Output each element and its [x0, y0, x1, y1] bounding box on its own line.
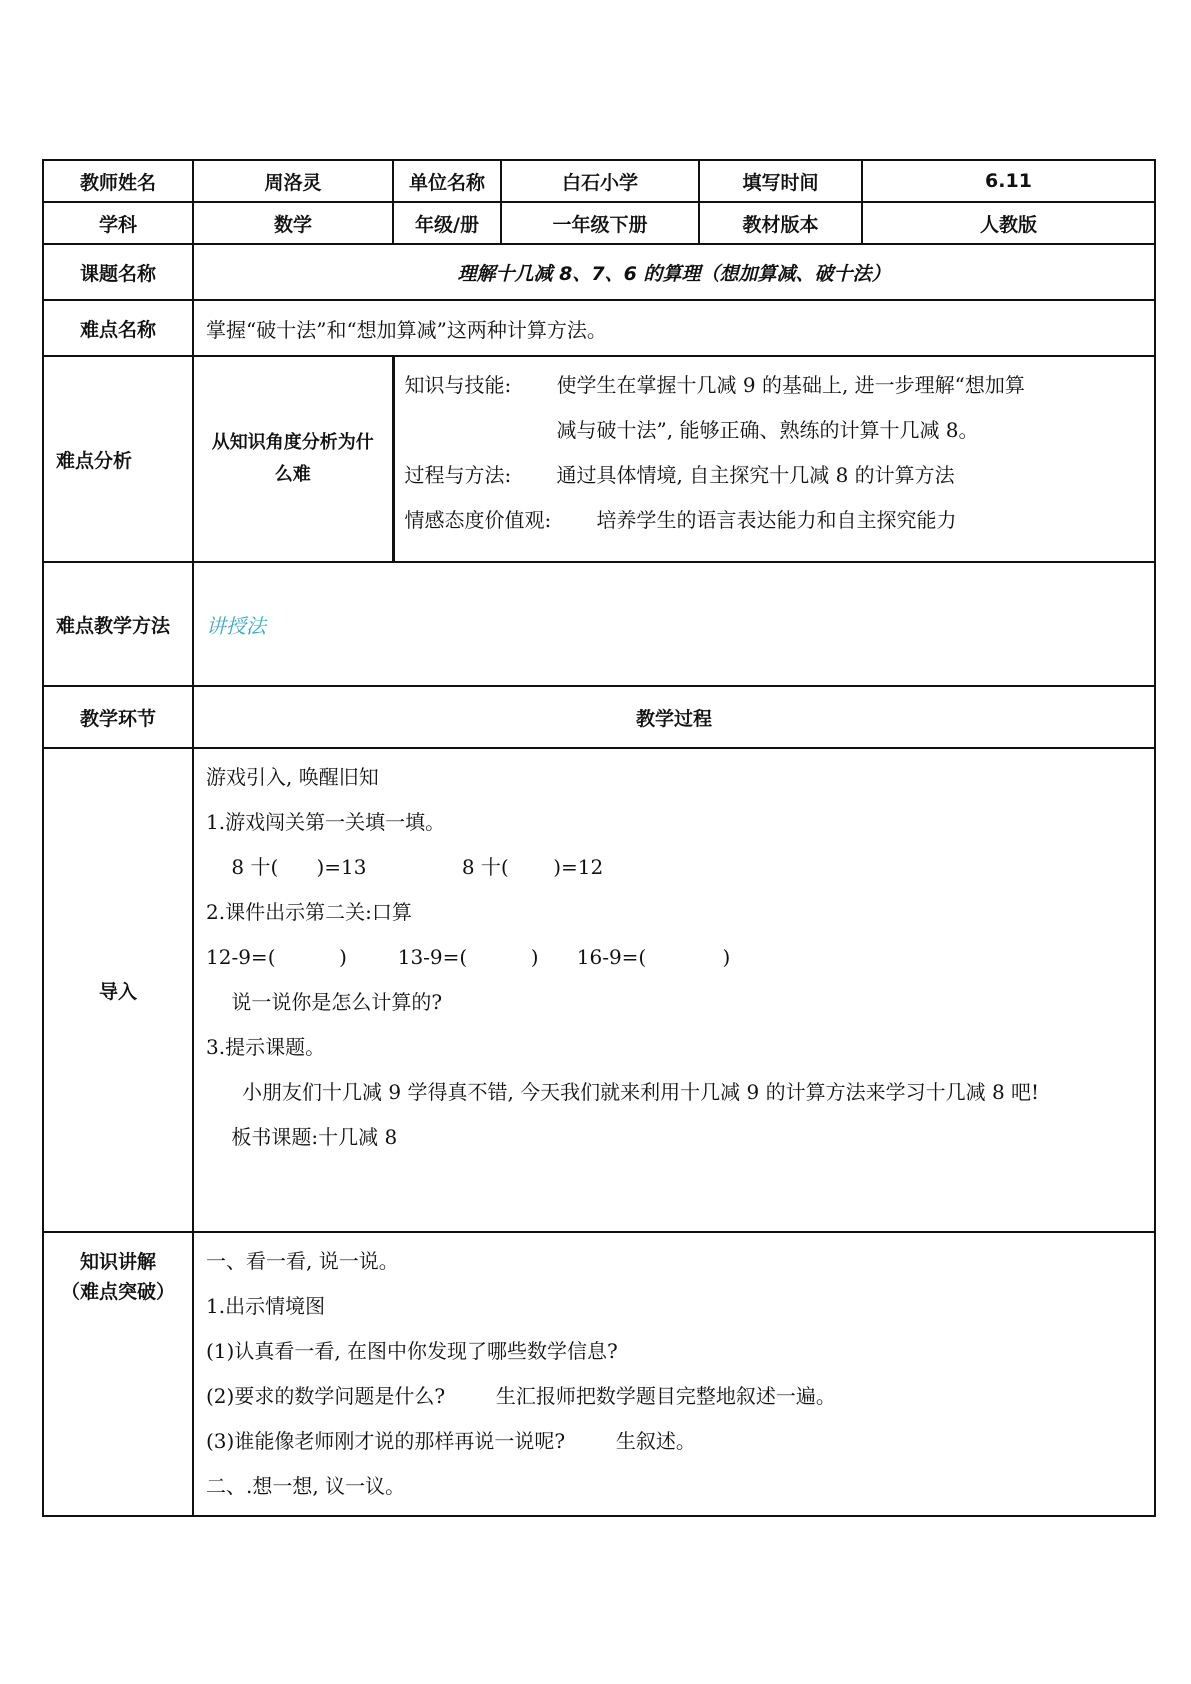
process-header: 教学过程 — [193, 686, 1155, 748]
grade-value: 一年级下册 — [501, 202, 699, 244]
method-row — [43, 562, 1155, 686]
difficulty-row — [43, 300, 1155, 356]
difficulty-label: 难点名称 — [43, 300, 193, 356]
analysis-goals — [393, 356, 1155, 562]
intro-line: 1.游戏闯关第一关填一填。 — [206, 810, 446, 834]
intro-line: 12-9=( ) 13-9=( ) 16-9=( ) — [206, 945, 731, 969]
intro-line: 游戏引入, 唤醒旧知 — [206, 765, 379, 789]
intro-line: 3.提示课题。 — [206, 1035, 326, 1059]
knowledge-row — [43, 1232, 1155, 1516]
knowledge-line: (3)谁能像老师刚才说的那样再说一说呢? 生叙述。 — [206, 1429, 696, 1453]
method-value: 讲授法 — [193, 562, 1155, 686]
topic-value: 理解十几减 8、7、6 的算理（想加算减、破十法） — [193, 244, 1155, 300]
stage-header: 教学环节 — [43, 686, 193, 748]
intro-line: 板书课题:十几减 8 — [206, 1125, 398, 1149]
knowledge-line: 一、看一看, 说一说。 — [206, 1249, 399, 1273]
analysis-row — [43, 356, 1155, 562]
process-goal — [405, 453, 1145, 498]
process-goal-label: 过程与方法: — [404, 463, 512, 487]
knowledge-goal — [405, 363, 1145, 408]
edition-value: 人教版 — [862, 202, 1155, 244]
fill-date-label: 填写时间 — [699, 160, 862, 202]
header-row-1 — [43, 160, 1155, 202]
analysis-angle: 从知识角度分析为什么难 — [193, 356, 393, 562]
lesson-plan-table — [42, 159, 1156, 1517]
intro-line: 8 十( )=13 8 十( )=12 — [206, 855, 604, 879]
emotion-goal-text: 培养学生的语言表达能力和自主探究能力 — [596, 508, 957, 532]
header-row-2 — [43, 202, 1155, 244]
analysis-label: 难点分析 — [43, 356, 193, 562]
knowledge-goal-continued: 减与破十法”, 能够正确、熟练的计算十几减 8。 — [556, 418, 979, 442]
subject-value: 数学 — [193, 202, 393, 244]
knowledge-label — [43, 1232, 193, 1516]
knowledge-content — [193, 1232, 1155, 1516]
unit-name-value: 白石小学 — [501, 160, 699, 202]
knowledge-label-line2: （难点突破） — [60, 1281, 175, 1303]
knowledge-goal-text: 使学生在掌握十几减 9 的基础上, 进一步理解“想加算 — [556, 373, 1025, 397]
method-label: 难点教学方法 — [43, 562, 193, 686]
difficulty-value: 掌握“破十法”和“想加算减”这两种计算方法。 — [193, 300, 1155, 356]
intro-row — [43, 748, 1155, 1232]
intro-content — [193, 748, 1155, 1232]
intro-label: 导入 — [43, 748, 193, 1232]
knowledge-line: 二、.想一想, 议一议。 — [206, 1474, 406, 1498]
knowledge-line: 1.出示情境图 — [206, 1294, 326, 1318]
process-goal-text: 通过具体情境, 自主探究十几减 8 的计算方法 — [556, 463, 955, 487]
knowledge-line: (2)要求的数学问题是什么? 生汇报师把数学题目完整地叙述一遍。 — [206, 1384, 836, 1408]
subject-label: 学科 — [43, 202, 193, 244]
unit-name-label: 单位名称 — [393, 160, 501, 202]
knowledge-line: (1)认真看一看, 在图中你发现了哪些数学信息? — [206, 1339, 618, 1363]
knowledge-label-line1: 知识讲解 — [79, 1251, 156, 1273]
grade-label: 年级/册 — [393, 202, 501, 244]
emotion-goal — [405, 498, 1145, 543]
intro-line: 说一说你是怎么计算的? — [206, 990, 443, 1014]
topic-row — [43, 244, 1155, 300]
process-header-row — [43, 686, 1155, 748]
topic-label: 课题名称 — [43, 244, 193, 300]
edition-label: 教材版本 — [699, 202, 862, 244]
knowledge-goal-label: 知识与技能: — [404, 373, 512, 397]
emotion-goal-label: 情感态度价值观: — [404, 508, 552, 532]
teacher-name-label: 教师姓名 — [43, 160, 193, 202]
fill-date-value: 6.11 — [862, 160, 1155, 202]
intro-line: 小朋友们十几减 9 学得真不错, 今天我们就来利用十几减 9 的计算方法来学习十几减 8 吧! — [242, 1080, 1040, 1104]
intro-line: 2.课件出示第二关:口算 — [206, 900, 412, 924]
teacher-name-value: 周洛灵 — [193, 160, 393, 202]
